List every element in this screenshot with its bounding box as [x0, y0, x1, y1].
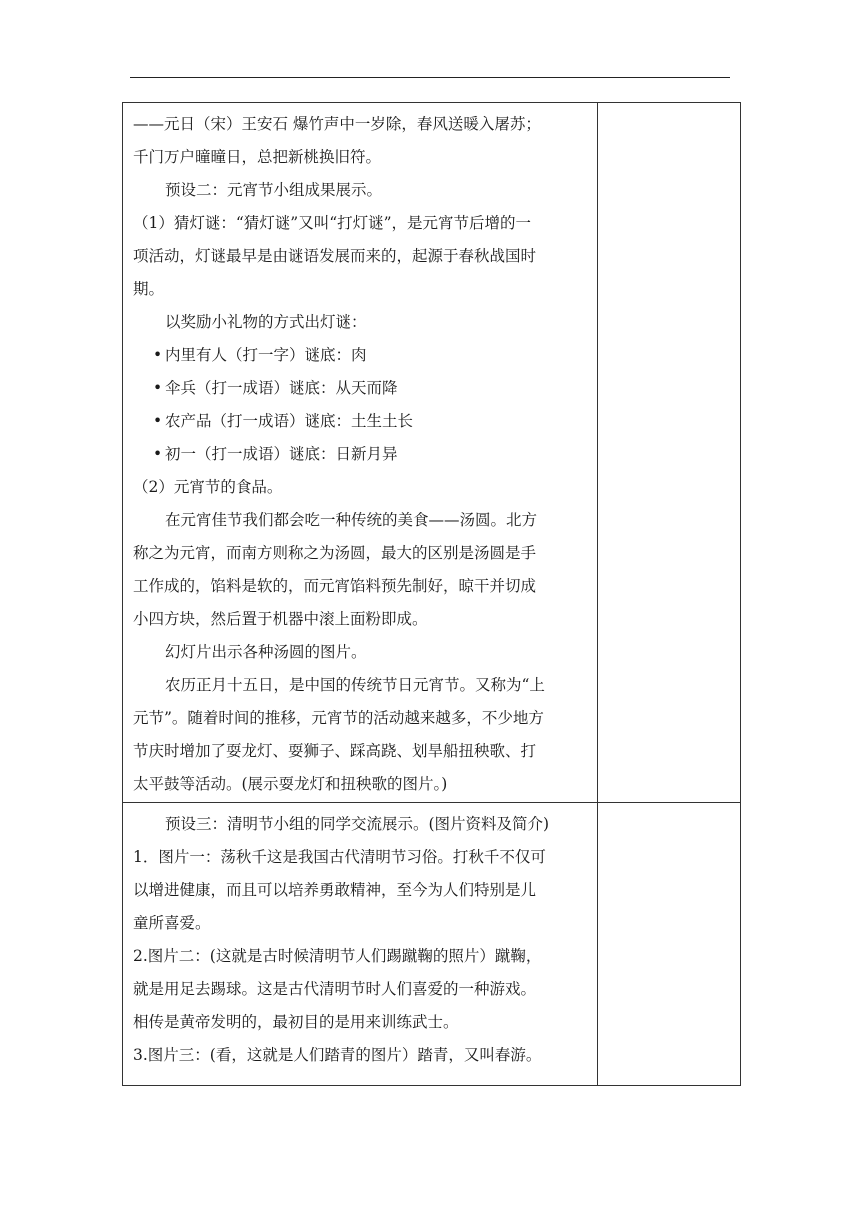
bullet-icon: •: [153, 346, 163, 364]
text-line: [133, 1039, 591, 1072]
bullet-item: [133, 372, 591, 405]
line-text: 项活动，灯谜最早是由谜语发展而来的，起源于春秋战国时: [133, 247, 537, 265]
text-line: [133, 141, 591, 174]
text-line: [133, 273, 591, 306]
line-text: 小四方块，然后置于机器中滚上面粉即成。: [133, 610, 428, 628]
text-line: [133, 504, 591, 537]
line-text: 工作成的，馅料是软的，而元宵馅料预先制好，晾干并切成: [133, 577, 537, 595]
text-line: [133, 1006, 591, 1039]
text-line: [133, 240, 591, 273]
line-text: 内里有人（打一字）谜底：肉: [165, 346, 367, 364]
table-row: [123, 803, 741, 1086]
bullet-item: [133, 339, 591, 372]
text-line: [133, 735, 591, 768]
line-text: 3.图片三：(看，这就是人们踏青的图片）踏青，又叫春游。: [133, 1046, 542, 1064]
line-text: 千门万户曈曈日，总把新桃换旧符。: [133, 148, 382, 166]
text-line: [133, 874, 591, 907]
line-text: 2.图片二：(这就是古时候清明节人们踢蹴鞠的照片）蹴鞠，: [133, 947, 542, 965]
text-line: [133, 471, 591, 504]
line-text: 预设三：清明节小组的同学交流展示。(图片资料及简介): [165, 815, 550, 833]
text-line: [133, 108, 591, 141]
text-line: [133, 940, 591, 973]
line-text: 太平鼓等活动。(展示耍龙灯和扭秧歌的图片。): [133, 775, 448, 793]
main-cell: [123, 803, 598, 1086]
line-text: （2）元宵节的食品。: [133, 478, 283, 496]
line-text: 期。: [133, 280, 165, 298]
bullet-item: [133, 438, 591, 471]
line-text: 以奖励小礼物的方式出灯谜：: [165, 313, 367, 331]
text-line: [133, 907, 591, 940]
notes-cell: [598, 103, 741, 803]
bullet-icon: •: [153, 445, 163, 463]
notes-cell: [598, 803, 741, 1086]
text-line: [133, 537, 591, 570]
line-text: ——元日（宋）王安石 爆竹声中一岁除，春风送暖入屠苏；: [133, 115, 541, 133]
bullet-item: [133, 405, 591, 438]
line-text: 节庆时增加了耍龙灯、耍狮子、踩高跷、划旱船扭秧歌、打: [133, 742, 537, 760]
text-line: [133, 207, 591, 240]
line-text: 就是用足去踢球。这是古代清明节时人们喜爱的一种游戏。: [133, 980, 537, 998]
main-cell: [123, 103, 598, 803]
text-line: [133, 636, 591, 669]
line-text: 预设二：元宵节小组成果展示。: [165, 181, 383, 199]
line-text: 称之为元宵，而南方则称之为汤圆，最大的区别是汤圆是手: [133, 544, 537, 562]
line-text: 初一（打一成语）谜底：日新月异: [165, 445, 398, 463]
text-line: [133, 841, 591, 874]
lesson-table: [122, 102, 741, 1086]
text-line: [133, 768, 591, 801]
text-line: [133, 669, 591, 702]
header-rule: [130, 77, 730, 78]
section-yuanxiao: [123, 103, 597, 802]
text-line: [133, 973, 591, 1006]
text-line: [133, 570, 591, 603]
line-text: 以增进健康，而且可以培养勇敢精神，至今为人们特别是儿: [133, 881, 537, 899]
text-line: [133, 702, 591, 735]
line-text: 在元宵佳节我们都会吃一种传统的美食——汤圆。北方: [165, 511, 538, 529]
text-line: [133, 174, 591, 207]
line-text: 伞兵（打一成语）谜底：从天而降: [165, 379, 398, 397]
text-line: [133, 603, 591, 636]
line-text: 农产品（打一成语）谜底：土生土长: [165, 412, 414, 430]
bullet-icon: •: [153, 379, 163, 397]
line-text: 1．图片一：荡秋千这是我国古代清明节习俗。打秋千不仅可: [133, 848, 546, 866]
table-row: [123, 103, 741, 803]
text-line: [133, 306, 591, 339]
line-text: 幻灯片出示各种汤圆的图片。: [165, 643, 367, 661]
section-qingming: [123, 803, 597, 1085]
bullet-icon: •: [153, 412, 163, 430]
line-text: 相传是黄帝发明的，最初目的是用来训练武士。: [133, 1013, 459, 1031]
line-text: 童所喜爱。: [133, 914, 211, 932]
text-line: [133, 808, 591, 841]
line-text: 农历正月十五日，是中国的传统节日元宵节。又称为“上: [165, 676, 545, 694]
line-text: 元节”。随着时间的推移，元宵节的活动越来越多，不少地方: [133, 709, 544, 727]
line-text: （1）猜灯谜：“猜灯谜”又叫“打灯谜”，是元宵节后增的一: [133, 214, 532, 232]
